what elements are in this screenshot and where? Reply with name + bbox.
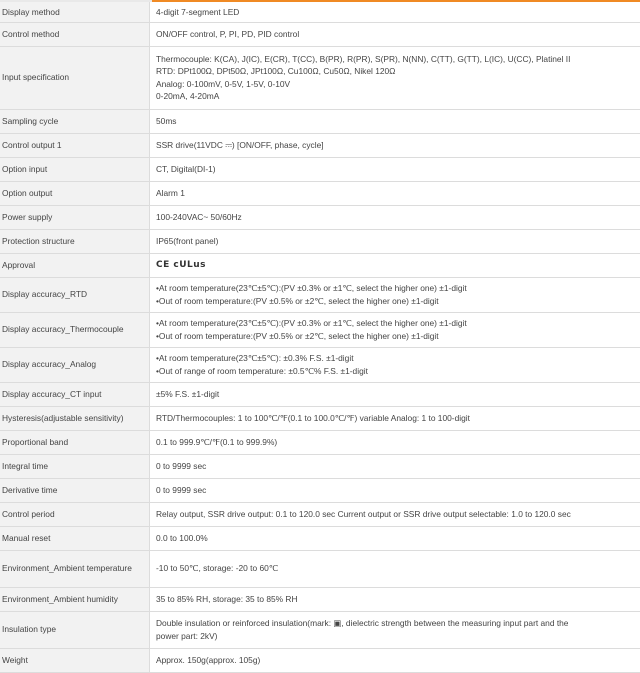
- spec-value: [150, 109, 640, 133]
- spec-value-line: 0 to 9999 sec: [156, 484, 640, 496]
- spec-value: [150, 382, 640, 406]
- spec-row: [0, 648, 640, 672]
- spec-label: Input specification: [0, 46, 150, 109]
- spec-label: Weight: [0, 648, 150, 672]
- spec-value: [150, 406, 640, 430]
- spec-row: [0, 277, 640, 312]
- spec-label: Display method: [0, 2, 150, 22]
- spec-value-line: •At room temperature(23℃±5℃):(PV ±0.3% or ±1℃, select the higher one) ±1-digit: [156, 317, 640, 329]
- spec-row: [0, 312, 640, 347]
- spec-label: Control period: [0, 502, 150, 526]
- spec-row: [0, 550, 640, 587]
- spec-value: [150, 46, 640, 109]
- spec-label: Display accuracy_CT input: [0, 382, 150, 406]
- spec-value-line: 0-20mA, 4-20mA: [156, 90, 640, 102]
- spec-row: [0, 109, 640, 133]
- spec-value-line: SSR drive(11VDC ⎓) [ON/OFF, phase, cycle]: [156, 139, 640, 151]
- spec-label: Approval: [0, 253, 150, 277]
- spec-value: [150, 526, 640, 550]
- spec-row: [0, 430, 640, 454]
- spec-table: [0, 2, 640, 673]
- spec-label: Power supply: [0, 205, 150, 229]
- spec-label: Integral time: [0, 454, 150, 478]
- spec-value: [150, 181, 640, 205]
- spec-value-line: •Out of room temperature:(PV ±0.5% or ±2℃, select the higher one) ±1-digit: [156, 295, 640, 307]
- spec-value-line: 4-digit 7-segment LED: [156, 6, 640, 18]
- spec-label: Control method: [0, 22, 150, 46]
- spec-row: [0, 611, 640, 648]
- spec-row: [0, 2, 640, 22]
- spec-label: Option output: [0, 181, 150, 205]
- spec-value-line: Analog: 0-100mV, 0-5V, 1-5V, 0-10V: [156, 78, 640, 90]
- spec-row: [0, 181, 640, 205]
- spec-value: [150, 478, 640, 502]
- spec-value: [150, 2, 640, 22]
- spec-value-line: Thermocouple: K(CA), J(IC), E(CR), T(CC), B(PR), R(PR), S(PR), N(NN), C(TT), G(TT), L(IC), U(CC), Platinel II: [156, 53, 640, 65]
- spec-row: [0, 347, 640, 382]
- spec-value-line: Alarm 1: [156, 187, 640, 199]
- spec-label: Environment_Ambient humidity: [0, 587, 150, 611]
- spec-value-line: •Out of range of room temperature: ±0.5℃% F.S. ±1-digit: [156, 365, 640, 377]
- spec-row: [0, 587, 640, 611]
- spec-value-line: CT, Digital(DI-1): [156, 163, 640, 175]
- spec-label: Manual reset: [0, 526, 150, 550]
- spec-value-line: power part: 2kV): [156, 630, 640, 642]
- spec-row: [0, 253, 640, 277]
- spec-label: Sampling cycle: [0, 109, 150, 133]
- spec-value-line: IP65(front panel): [156, 235, 640, 247]
- spec-label: Environment_Ambient temperature: [0, 550, 150, 587]
- spec-value-line: 100-240VAC~ 50/60Hz: [156, 211, 640, 223]
- spec-row: [0, 157, 640, 181]
- spec-value: [150, 648, 640, 672]
- spec-label: Insulation type: [0, 611, 150, 648]
- header-accent-bar: [0, 0, 640, 2]
- spec-label: Derivative time: [0, 478, 150, 502]
- spec-label: Option input: [0, 157, 150, 181]
- spec-row: [0, 478, 640, 502]
- spec-value: [150, 587, 640, 611]
- spec-value-line: 0.0 to 100.0%: [156, 532, 640, 544]
- spec-value-line: 0 to 9999 sec: [156, 460, 640, 472]
- spec-value: [150, 253, 640, 277]
- spec-row: [0, 46, 640, 109]
- accent-stripe: [152, 0, 640, 2]
- spec-value: [150, 157, 640, 181]
- spec-value: [150, 454, 640, 478]
- spec-value-line: 0.1 to 999.9℃/℉(0.1 to 999.9%): [156, 436, 640, 448]
- spec-value-line: Relay output, SSR drive output: 0.1 to 120.0 sec Current output or SSR drive output selectable: 1.0 to 120.0 sec: [156, 508, 640, 520]
- spec-row: [0, 526, 640, 550]
- spec-value: [150, 229, 640, 253]
- spec-value-line: •At room temperature(23℃±5℃):(PV ±0.3% or ±1℃, select the higher one) ±1-digit: [156, 282, 640, 294]
- spec-value: [150, 277, 640, 312]
- spec-value: [150, 430, 640, 454]
- spec-row: [0, 205, 640, 229]
- spec-value-line: -10 to 50℃, storage: -20 to 60℃: [156, 562, 640, 574]
- spec-value: [150, 550, 640, 587]
- spec-label: Display accuracy_Analog: [0, 347, 150, 382]
- spec-label: Protection structure: [0, 229, 150, 253]
- spec-value-line: RTD/Thermocouples: 1 to 100℃/℉(0.1 to 100.0℃/℉) variable Analog: 1 to 100-digit: [156, 412, 640, 424]
- spec-value-line: •Out of room temperature:(PV ±0.5% or ±2℃, select the higher one) ±1-digit: [156, 330, 640, 342]
- spec-row: [0, 22, 640, 46]
- spec-label: Proportional band: [0, 430, 150, 454]
- spec-value: [150, 133, 640, 157]
- approval-marks: CE cULus: [156, 259, 640, 271]
- spec-row: [0, 382, 640, 406]
- spec-label: Hysteresis(adjustable sensitivity): [0, 406, 150, 430]
- spec-value-line: Approx. 150g(approx. 105g): [156, 654, 640, 666]
- spec-value-line: 50ms: [156, 115, 640, 127]
- spec-value-line: RTD: DPt100Ω, DPt50Ω, JPt100Ω, Cu100Ω, Cu50Ω, Nikel 120Ω: [156, 65, 640, 77]
- spec-label: Display accuracy_Thermocouple: [0, 312, 150, 347]
- spec-row: [0, 454, 640, 478]
- spec-value-line: ±5% F.S. ±1-digit: [156, 388, 640, 400]
- spec-value-line: •At room temperature(23℃±5℃): ±0.3% F.S. ±1-digit: [156, 352, 640, 364]
- spec-label: Control output 1: [0, 133, 150, 157]
- spec-label: Display accuracy_RTD: [0, 277, 150, 312]
- spec-value-line: Double insulation or reinforced insulation(mark: ▣, dielectric strength between the measuring input part and the: [156, 617, 640, 629]
- spec-value: [150, 205, 640, 229]
- spec-row: [0, 406, 640, 430]
- spec-value-line: ON/OFF control, P, PI, PD, PID control: [156, 28, 640, 40]
- spec-value: [150, 312, 640, 347]
- spec-value-line: 35 to 85% RH, storage: 35 to 85% RH: [156, 593, 640, 605]
- spec-value: [150, 22, 640, 46]
- spec-row: [0, 502, 640, 526]
- spec-value: [150, 611, 640, 648]
- spec-row: [0, 229, 640, 253]
- spec-value: [150, 502, 640, 526]
- spec-row: [0, 133, 640, 157]
- spec-value: [150, 347, 640, 382]
